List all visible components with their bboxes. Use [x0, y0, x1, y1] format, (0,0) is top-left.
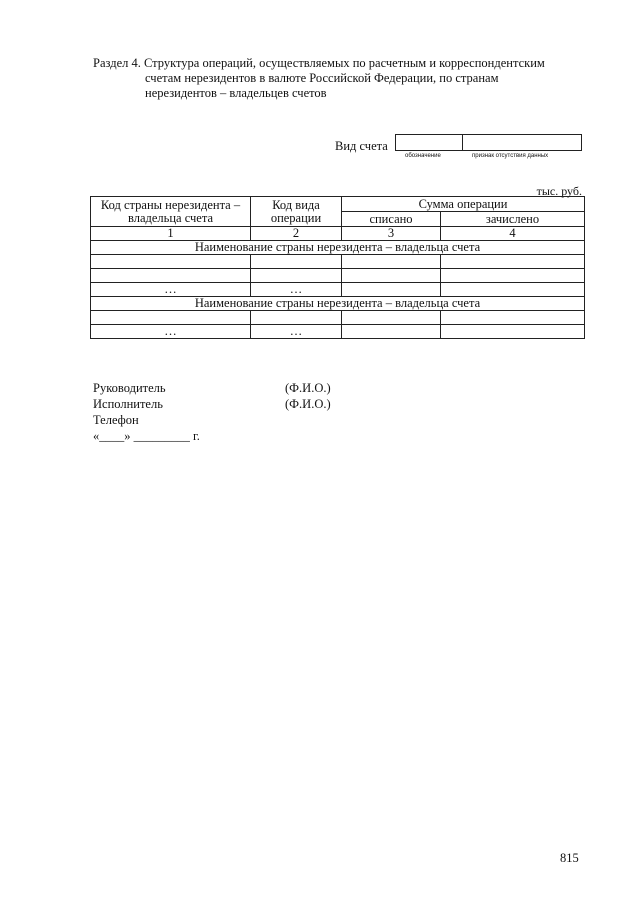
input-cell[interactable]	[441, 325, 585, 339]
input-cell[interactable]	[441, 283, 585, 297]
section-title-cell: Наименование страны нерезидента – владельца счета	[91, 297, 585, 311]
input-cell[interactable]	[441, 269, 585, 283]
input-cell[interactable]	[441, 255, 585, 269]
header-country-code-line1: Код страны нерезидента –	[100, 197, 241, 212]
header-written-off: списано	[342, 212, 441, 227]
input-cell[interactable]	[91, 255, 251, 269]
col-number-2: 2	[251, 227, 342, 241]
phone-label: Телефон	[93, 413, 139, 427]
input-cell[interactable]	[342, 283, 441, 297]
executor-label: Исполнитель	[93, 397, 163, 411]
header-operation-code-line2: операции	[270, 210, 322, 225]
account-box-divider	[462, 135, 463, 150]
header-operation-code-line1: Код вида	[272, 197, 320, 212]
col-number-1: 1	[91, 227, 251, 241]
header-operation-code	[251, 197, 342, 227]
table-row	[91, 269, 585, 283]
account-caption-no-data: признак отсутствия данных	[472, 153, 549, 159]
table-row	[91, 311, 585, 325]
input-cell[interactable]	[342, 325, 441, 339]
executor-fio: (Ф.И.О.)	[285, 397, 331, 411]
units-label: тыс. руб.	[536, 184, 582, 198]
signature-block	[93, 380, 200, 444]
input-cell[interactable]	[91, 311, 251, 325]
operations-table	[90, 196, 585, 339]
account-type-box[interactable]	[395, 134, 582, 151]
section-title-cell: Наименование страны нерезидента – владельца счета	[91, 241, 585, 255]
section-heading	[93, 56, 593, 101]
heading-line-3: нерезидентов – владельцев счетов	[145, 86, 327, 100]
table-header-row	[91, 197, 585, 212]
header-operation-amount: Сумма операции	[342, 197, 585, 212]
header-country-code-line2: владельца счета	[127, 210, 214, 225]
ellipsis-cell: …	[251, 325, 342, 339]
table-row	[91, 255, 585, 269]
col-number-4: 4	[441, 227, 585, 241]
ellipsis-cell: …	[251, 283, 342, 297]
col-number-3: 3	[342, 227, 441, 241]
account-type-label: Вид счета	[335, 139, 388, 153]
ellipsis-cell: …	[91, 283, 251, 297]
page-number: 815	[560, 851, 579, 865]
ellipsis-row	[91, 283, 585, 297]
header-country-code	[91, 197, 251, 227]
date-line: «____» _________ г.	[93, 429, 200, 443]
head-label: Руководитель	[93, 381, 166, 395]
input-cell[interactable]	[342, 255, 441, 269]
input-cell[interactable]	[342, 311, 441, 325]
input-cell[interactable]	[441, 311, 585, 325]
column-number-row	[91, 227, 585, 241]
fio-block	[285, 380, 331, 412]
head-fio: (Ф.И.О.)	[285, 381, 331, 395]
heading-line-2: счетам нерезидентов в валюте Российской Федерации, по странам	[145, 71, 499, 85]
header-credited: зачислено	[441, 212, 585, 227]
heading-line-1: Раздел 4. Структура операций, осуществляемых по расчетным и корреспондентским	[93, 56, 545, 70]
ellipsis-row	[91, 325, 585, 339]
section-title-row	[91, 297, 585, 311]
section-title-row	[91, 241, 585, 255]
account-caption-designation: обозначение	[405, 153, 441, 159]
input-cell[interactable]	[251, 255, 342, 269]
input-cell[interactable]	[91, 269, 251, 283]
input-cell[interactable]	[251, 311, 342, 325]
input-cell[interactable]	[342, 269, 441, 283]
ellipsis-cell: …	[91, 325, 251, 339]
input-cell[interactable]	[251, 269, 342, 283]
